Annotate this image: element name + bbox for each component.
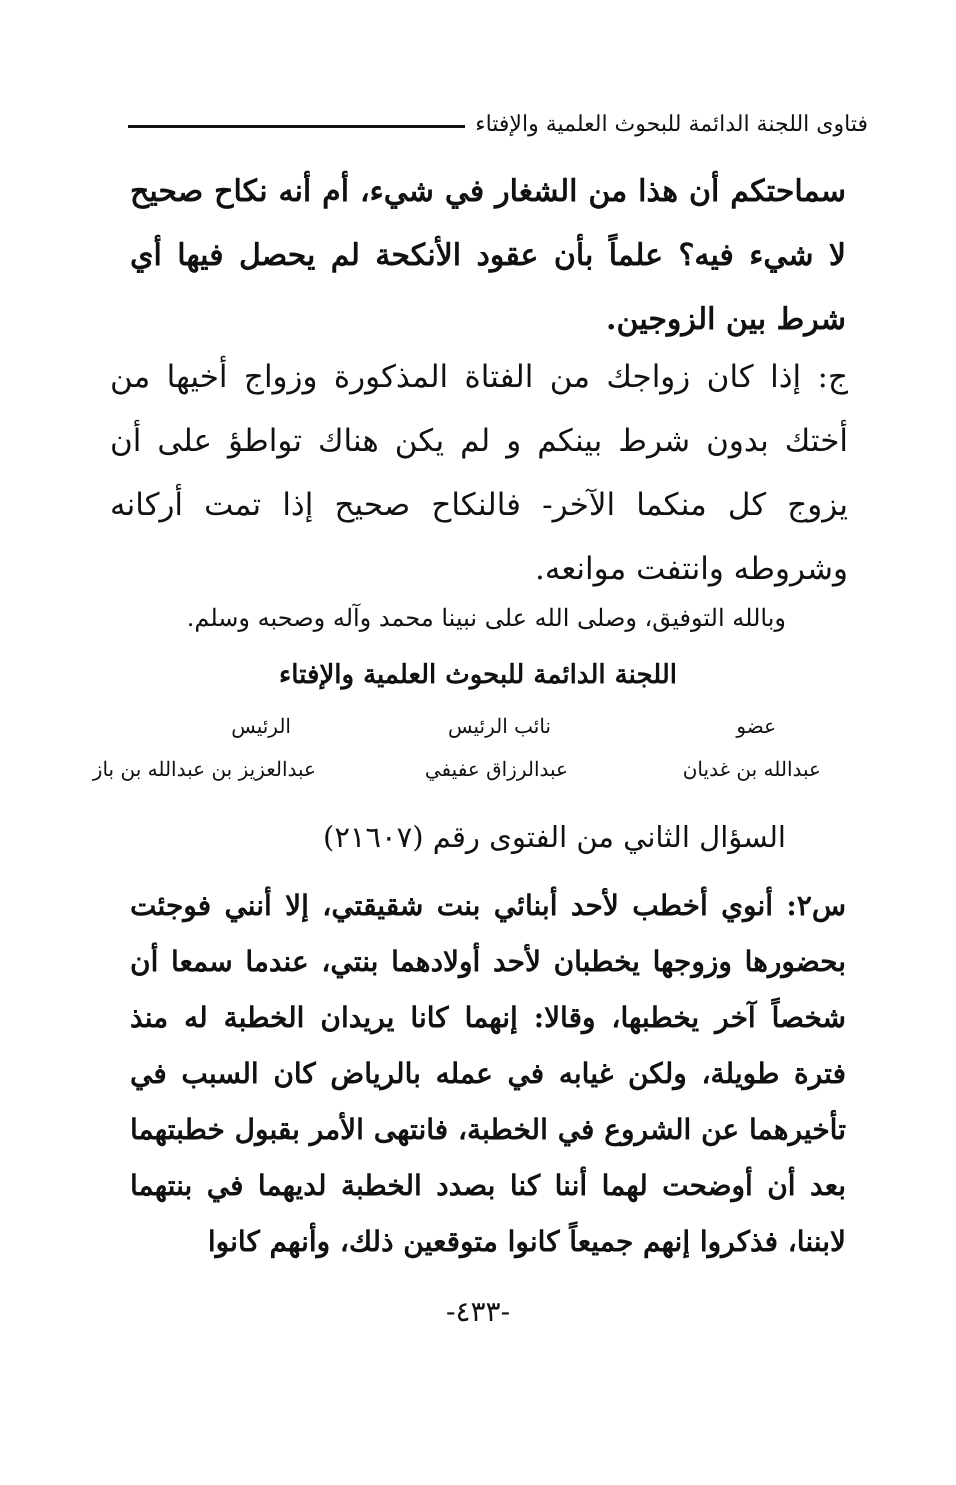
signatory-name-member: عبدالله بن غديان (682, 757, 821, 781)
page-number: -٤٣٣- (445, 1295, 511, 1328)
signatory-name-chair: عبدالعزيز بن عبدالله بن باز (92, 757, 316, 781)
question-2: س٢: أنوي أخطب لأحد أبنائي بنت شقيقتي، إلا أنني فوجئت بحضورها وزوجها يخطبان لأحد أولادهما بنتي، عندما سمعا أن شخصاً آخر يخطبها، وقالا: إنهما كانا يريدان الخطبة له منذ فترة طويلة، ولكن غيابه في عمله بالرياض كان السبب في تأخيرهما عن الشروع في الخطبة، فانتهى الأمر بقبول خطبتهما بعد أن أوضحت لهما أننا كنا بصدد الخطبة لديهما في بنتهما لابننا، فذكروا إنهم جميعاً كانوا متوقعين ذلك، وأنهم كانوا (130, 889, 846, 1258)
closing-formula: وبالله التوفيق، وصلى الله على نبينا محمد وآله وصحبه وسلم. (186, 604, 786, 632)
question-1-continued: سماحتكم أن هذا من الشغار في شيء، أم أنه نكاح صحيح لا شيء فيه؟ علماً بأن عقود الأنكحة لم يحصل فيها أي شرط بين الزوجين. (130, 174, 846, 337)
committee-title: اللجنة الدائمة للبحوث العلمية والإفتاء (279, 660, 677, 690)
header-rule (128, 125, 465, 128)
signatory-role-vice-chair: نائب الرئيس (447, 714, 551, 738)
running-header (128, 104, 868, 144)
signatory-role-member: عضو (736, 714, 776, 738)
section-heading: السؤال الثاني من الفتوى رقم (٢١٦٠٧) (323, 820, 786, 854)
signatory-name-vice-chair: عبدالرزاق عفيفي (424, 757, 568, 781)
header-title: فتاوى اللجنة الدائمة للبحوث العلمية والإفتاء (475, 111, 868, 137)
signatory-role-chair: الرئيس (231, 714, 291, 738)
answer-1: ج: إذا كان زواجك من الفتاة المذكورة وزواج أخيها من أختك بدون شرط بينكم و لم يكن هناك تواطؤ على أن يزوج كل منكما الآخر- فالنكاح صحيح إذا تمت أركانه وشروطه وانتفت موانعه. (110, 359, 848, 587)
